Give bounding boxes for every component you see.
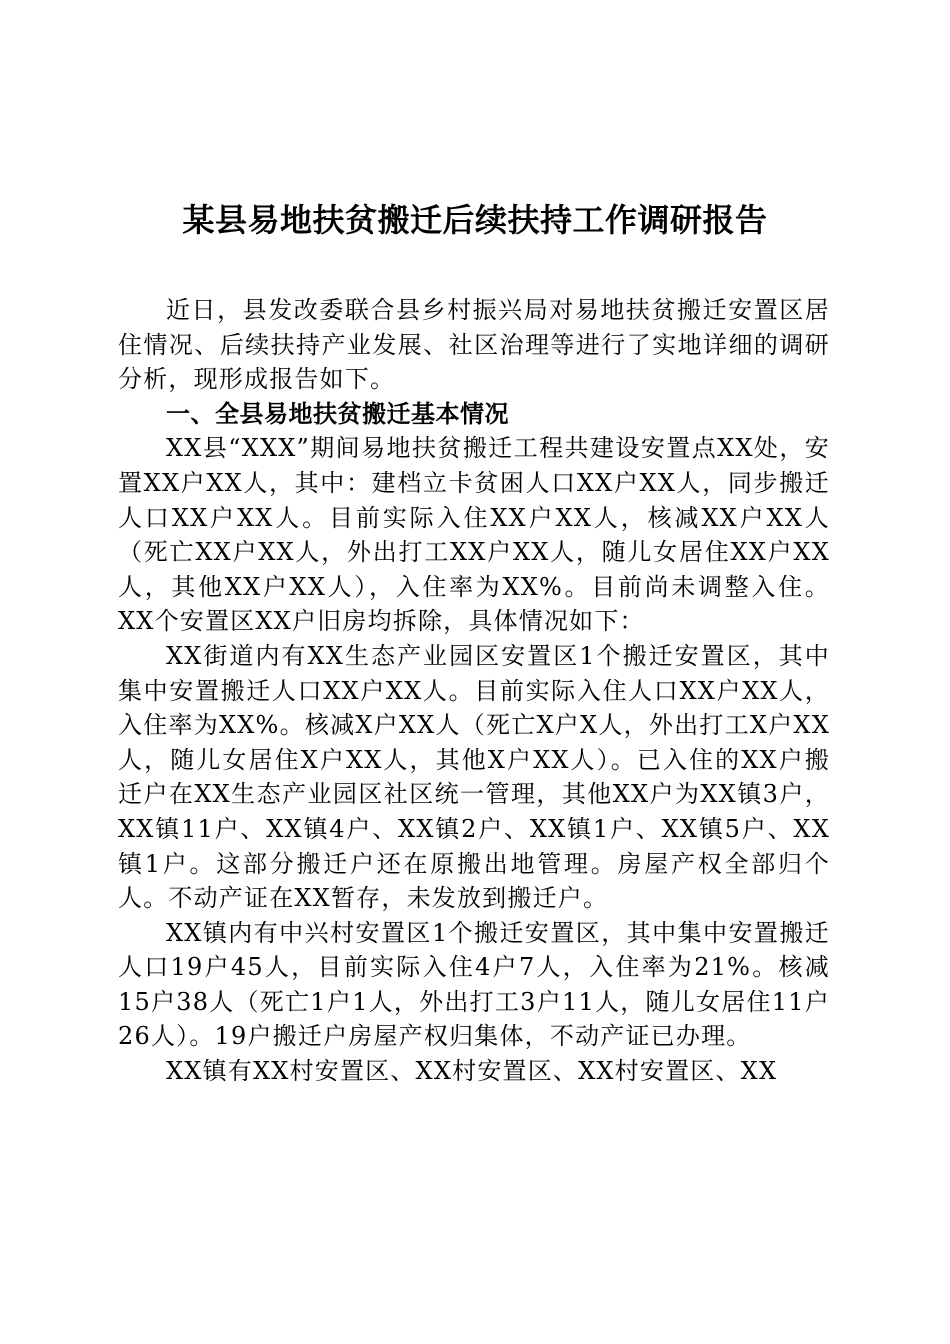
section-heading: 一、全县易地扶贫搬迁基本情况 [166, 399, 509, 428]
document-title: 某县易地扶贫搬迁后续扶持工作调研报告 [182, 201, 768, 239]
paragraph-subdistrict: XX街道内有XX生态产业园区安置区1个搬迁安置区，其中集中安置搬迁人口XX户XX人。目前实际入住人口XX户XX人，入住率为XX%。核减X户XX人（死亡X户X人，外出打工X户XX人，随儿女居住X户XX人，其他X户XX人）。已入住的XX户搬迁户在XX生态产业园区社区统一管理，其他XX户为XX镇3户，XX镇11户、XX镇4户、XX镇2户、XX镇1户、XX镇5户、XX镇1户。这部分搬迁户还在原搬出地管理。房屋产权全部归个人。不动产证在XX暂存，未发放到搬迁户。 [118, 641, 830, 913]
paragraph-intro: 近日，县发改委联合县乡村振兴局对易地扶贫搬迁安置区居住情况、后续扶持产业发展、社区治理等进行了实地详细的调研分析，现形成报告如下。 [118, 296, 830, 394]
paragraph-overview: XX县“XXX”期间易地扶贫搬迁工程共建设安置点XX处，安置XX户XX人，其中：建档立卡贫困人口XX户XX人，同步搬迁人口XX户XX人。目前实际入住XX户XX人，核减XX户XX人（死亡XX户XX人，外出打工XX户XX人，随儿女居住XX户XX人，其他XX户XX人），入住率为XX%。目前尚未调整入住。XX个安置区XX户旧房均拆除，具体情况如下： [118, 434, 830, 636]
document-body [118, 293, 830, 1089]
paragraph-town-villages: XX镇有XX村安置区、XX村安置区、XX村安置区、XX [166, 1057, 778, 1086]
paragraph-town-zhongxing: XX镇内有中兴村安置区1个搬迁安置区，其中集中安置搬迁人口19户45人，目前实际入住4户7人，入住率为21%。核减15户38人（死亡1户1人，外出打工3户11人，随儿女居住11户26人）。19户搬迁户房屋产权归集体，不动产证已办理。 [118, 918, 830, 1051]
